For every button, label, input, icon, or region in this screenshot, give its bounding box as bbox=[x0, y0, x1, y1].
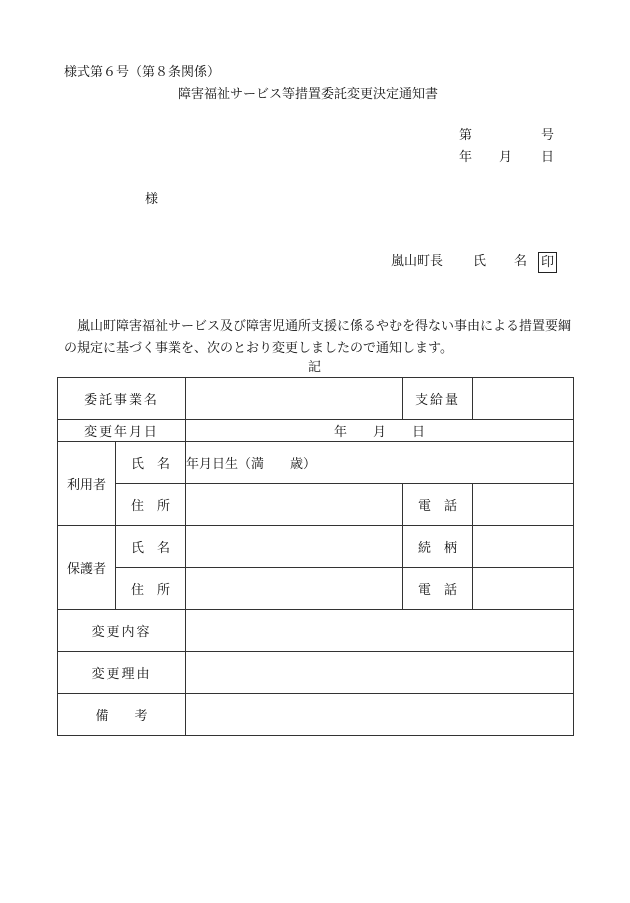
date-month: 月 bbox=[499, 150, 513, 165]
user-phone-field[interactable] bbox=[473, 484, 574, 526]
number-prefix: 第 bbox=[459, 128, 473, 143]
table-row bbox=[58, 526, 574, 568]
supply-amount-label: 支給量 bbox=[403, 378, 473, 420]
supply-amount-field[interactable] bbox=[473, 378, 574, 420]
table-row bbox=[58, 652, 574, 694]
addressee-sama: 様 bbox=[145, 192, 159, 207]
table-row bbox=[58, 610, 574, 652]
body-text-content: 嵐山町障害福祉サービス及び障害児通所支援に係るやむを得ない事由による措置要綱の規定に基づく事業を、次のとおり変更しましたので通知します。 bbox=[64, 319, 572, 356]
change-date-label: 変更年月日 bbox=[58, 420, 186, 442]
guardian-label: 保護者 bbox=[58, 526, 116, 610]
change-reason-label: 変更理由 bbox=[58, 652, 186, 694]
date-year: 年 bbox=[459, 150, 473, 165]
remarks-field[interactable] bbox=[186, 694, 574, 736]
guardian-phone-label: 電 話 bbox=[403, 568, 473, 610]
guardian-address-field[interactable] bbox=[186, 568, 403, 610]
remarks-label: 備 考 bbox=[58, 694, 186, 736]
change-content-label: 変更内容 bbox=[58, 610, 186, 652]
sender-title: 嵐山町長 bbox=[391, 254, 444, 269]
document-title: 障害福祉サービス等措置委託変更決定通知書 bbox=[178, 87, 439, 102]
user-name-label: 氏 名 bbox=[116, 442, 186, 484]
ki-heading: 記 bbox=[308, 360, 322, 375]
user-label: 利用者 bbox=[58, 442, 116, 526]
guardian-relation-field[interactable] bbox=[473, 526, 574, 568]
table-row bbox=[58, 568, 574, 610]
change-content-field[interactable] bbox=[186, 610, 574, 652]
change-reason-field[interactable] bbox=[186, 652, 574, 694]
user-phone-label: 電 話 bbox=[403, 484, 473, 526]
form-id: 様式第６号（第８条関係） bbox=[64, 65, 221, 80]
table-row bbox=[58, 484, 574, 526]
business-name-label: 委託事業名 bbox=[58, 378, 186, 420]
table-row bbox=[58, 378, 574, 420]
guardian-name-field[interactable] bbox=[186, 526, 403, 568]
notice-table bbox=[57, 377, 574, 736]
guardian-relation-label: 続 柄 bbox=[403, 526, 473, 568]
number-suffix: 号 bbox=[541, 128, 555, 143]
guardian-phone-field[interactable] bbox=[473, 568, 574, 610]
seal-stamp: 印 bbox=[538, 252, 557, 273]
table-row bbox=[58, 442, 574, 484]
guardian-address-label: 住 所 bbox=[116, 568, 186, 610]
date-day: 日 bbox=[541, 150, 555, 165]
user-address-label: 住 所 bbox=[116, 484, 186, 526]
sender-shi: 氏 bbox=[473, 254, 487, 269]
user-address-field[interactable] bbox=[186, 484, 403, 526]
table-row bbox=[58, 694, 574, 736]
table-row bbox=[58, 420, 574, 442]
body-text bbox=[64, 316, 574, 360]
guardian-name-label: 氏 名 bbox=[116, 526, 186, 568]
change-date-field[interactable]: 年 月 日 bbox=[186, 420, 574, 442]
sender-mei: 名 bbox=[514, 254, 528, 269]
user-birthdate-field[interactable]: 年月日生（満 歳） bbox=[186, 442, 574, 484]
business-name-field[interactable] bbox=[186, 378, 403, 420]
